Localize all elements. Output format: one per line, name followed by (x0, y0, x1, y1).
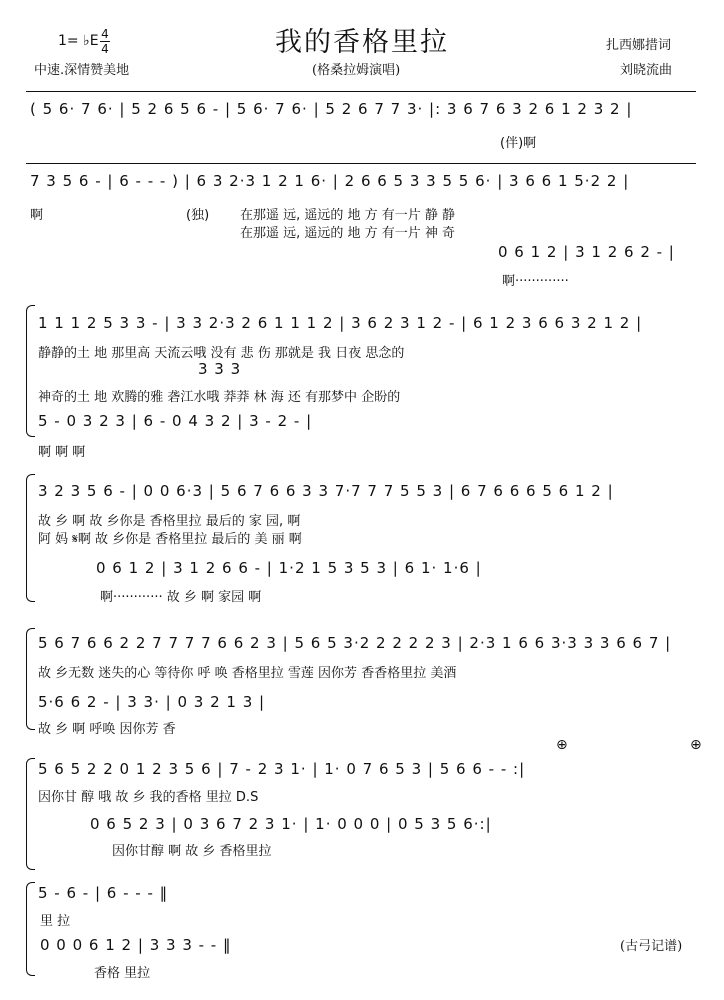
lyric-line: 故 乡 啊 故 乡你是 香格里拉 最后的 家 园, 啊 (38, 514, 301, 529)
harmony-notation: 5·6 6 2 - | 3 3· | 0 3 2 1 3 | (38, 693, 266, 711)
singer-credit: (格桑拉姆演唱) (312, 63, 401, 78)
lyric-line: 在那遥 远, 遥远的 地 方 有一片 神 奇 (240, 226, 456, 241)
solo-mark: (独) (186, 208, 210, 223)
coda-sign: ⊕ (690, 737, 702, 753)
harmony-notation: 0 6 1 2 | 3 1 2 6 2 - | (498, 243, 675, 261)
composer-credit: 刘晓流曲 (620, 63, 673, 78)
key-signature: 1= ♭E (58, 33, 99, 49)
page-title: 我的香格里拉 (275, 27, 449, 58)
meter-top: 4 (101, 27, 109, 41)
lyric-line: 啊 (30, 208, 44, 223)
harmony-lyric: 啊············ 故 乡 啊 家园 啊 (100, 590, 262, 605)
notation-line: 5 6 5 2 2 0 1 2 3 5 6 | 7 - 2 3 1· | 1· 0 7 6 5 3 | 5 6 6 - - :| (38, 760, 526, 778)
harmony-notation: 0 6 1 2 | 3 1 2 6 6 - | 1·2 1 5 3 5 3 | 6 1· 1·6 | (96, 559, 482, 577)
lyric-line: 里 拉 (40, 914, 71, 929)
harmony-lyric: 香格 里拉 (94, 966, 151, 981)
lyric-line: 阿 妈 𝄋啊 故 乡你是 香格里拉 最后的 美 丽 啊 (38, 532, 302, 547)
lyric-line: 因你甘 醇 哦 故 乡 我的香格 里拉 D.S (38, 790, 259, 805)
lyric-line: 静静的土 地 那里高 天流云哦 没有 悲 伤 那就是 我 日夜 思念的 (38, 346, 405, 361)
lyric-line: 在那遥 远, 遥远的 地 方 有一片 静 静 (240, 208, 456, 223)
variant-notes: 3 3 3 (198, 360, 242, 378)
notation-line: 5 6 7 6 6 2 2 7 7 7 7 6 6 2 3 | 5 6 5 3·2 2 2 2 2 3 | 2·3 1 6 6 3·3 3 3 6 6 7 | (38, 634, 672, 652)
time-signature (100, 28, 110, 55)
lyric-line: 神奇的土 地 欢腾的雅 砻江水哦 莽莽 林 海 还 有那梦中 企盼的 (38, 390, 401, 405)
tempo-marking: 中速.深情赞美地 (34, 63, 130, 78)
notation-line: 3 2 3 5 6 - | 0 0 6·3 | 5 6 7 6 6 3 3 7·7 7 7 5 5 3 | 6 7 6 6 6 5 6 1 2 | (38, 482, 614, 500)
lyric-line: (伴)啊 (500, 136, 537, 151)
meter-bottom: 4 (101, 42, 109, 56)
notation-line: 7 3 5 6 - | 6 - - - ) | 6 3 2·3 1 2 1 6· | 2 6 6 5 3 3 5 5 6· | 3 6 6 1 5·2 2 | (30, 172, 630, 190)
notation-line: 1 1 1 2 5 3 3 - | 3 3 2·3 2 6 1 1 1 2 | 3 6 2 3 1 2 - | 6 1 2 3 6 6 3 2 1 2 | (38, 314, 643, 332)
transcriber-credit: (古弓记谱) (620, 939, 683, 954)
coda-sign: ⊕ (556, 737, 568, 753)
notation-line: ( 5 6· 7 6· | 5 2 6 5 6 - | 5 6· 7 6· | 5 2 6 7 7 3· |: 3 6 7 6 3 2 6 1 2 3 2 | (30, 100, 633, 118)
lyricist-credit: 扎西娜措词 (606, 38, 672, 53)
harmony-notation: 0 6 5 2 3 | 0 3 6 7 2 3 1· | 1· 0 0 0 | 0 5 3 5 6·:| (90, 815, 492, 833)
lyric-line: 故 乡无数 迷失的心 等待你 呼 唤 香格里拉 雪莲 因你芳 香香格里拉 美酒 (38, 666, 457, 681)
harmony-lyric: 故 乡 啊 呼唤 因你芳 香 (38, 722, 176, 737)
harmony-notation: 5 - 0 3 2 3 | 6 - 0 4 3 2 | 3 - 2 - | (38, 412, 313, 430)
harmony-lyric: 啊············· (502, 274, 569, 289)
harmony-notation: 0 0 0 6 1 2 | 3 3 3 - - ‖ (40, 936, 232, 954)
notation-line: 5 - 6 - | 6 - - - ‖ (38, 884, 169, 902)
harmony-lyric: 啊 啊 啊 (38, 445, 86, 460)
harmony-lyric: 因你甘醇 啊 故 乡 香格里拉 (112, 844, 272, 859)
